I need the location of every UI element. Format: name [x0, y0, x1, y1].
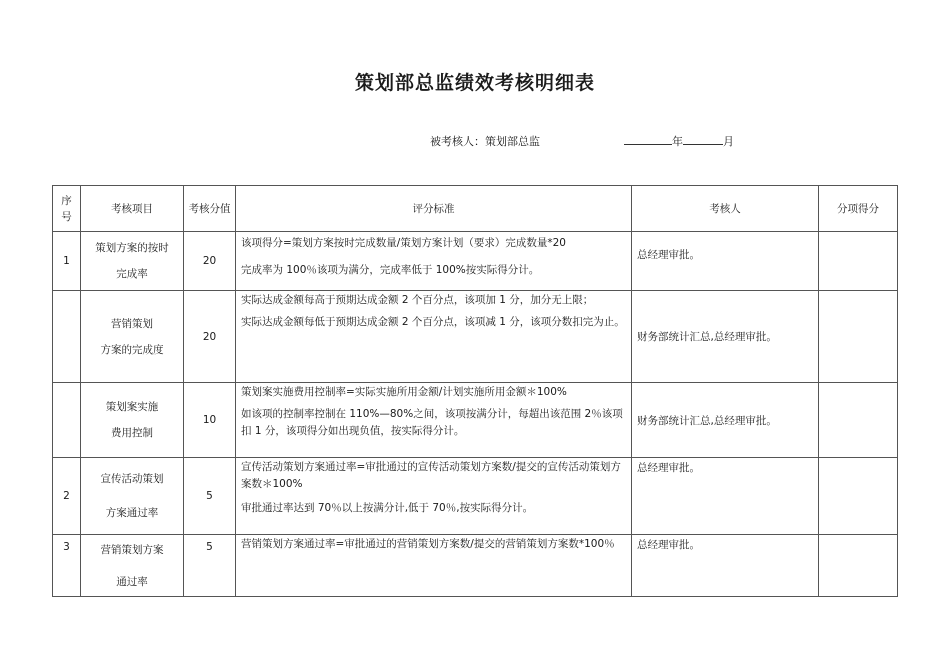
- row-assessor: 总经理审批。: [632, 458, 819, 535]
- row-item-line: 营销策划方案: [100, 544, 164, 556]
- row-result-cell[interactable]: [819, 291, 898, 383]
- row-assessor: 总经理审批。: [632, 535, 819, 597]
- assessee-label: 被考核人：策划部总监: [430, 135, 540, 148]
- row-item: [81, 383, 184, 458]
- form-meta: [430, 133, 734, 149]
- header-assessor: 考核人: [632, 186, 819, 232]
- row-criteria: [236, 458, 632, 535]
- table-row: [53, 458, 898, 535]
- date-fields: [624, 133, 734, 149]
- assessment-table: [52, 185, 898, 597]
- table-row: [53, 383, 898, 458]
- row-score: 5: [184, 458, 236, 535]
- criteria-line: 策划案实施费用控制率=实际实施所用金额/计划实施所用金额＊100%: [241, 386, 567, 398]
- header-criteria: 评分标准: [236, 186, 632, 232]
- header-num: 序号: [53, 186, 81, 232]
- row-assessor: 总经理审批。: [632, 232, 819, 291]
- month-label: 月: [723, 135, 734, 148]
- row-score: 20: [184, 291, 236, 383]
- criteria-line: 如该项的控制率控制在 110%—80%之间，该项按满分计，每超出该范围 2％该项扣 1 分，该项得分如出现负值，按实际得分计。: [241, 408, 623, 437]
- criteria-line: 该项得分=策划方案按时完成数量/策划方案计划（要求）完成数量*20: [241, 237, 566, 249]
- criteria-line: 完成率为 100％该项为满分，完成率低于 100%按实际得分计。: [241, 264, 540, 276]
- row-num: [53, 291, 81, 383]
- row-item-line: 费用控制: [111, 427, 153, 439]
- criteria-line: 审批通过率达到 70％以上按满分计,低于 70％,按实际得分计。: [241, 502, 534, 514]
- row-result-cell[interactable]: [819, 232, 898, 291]
- row-criteria: [236, 535, 632, 597]
- criteria-line: 实际达成金额每低于预期达成金额 2 个百分点，该项减 1 分，该项分数扣完为止。: [241, 316, 625, 328]
- row-num: 3: [53, 535, 81, 597]
- row-assessor: 财务部统计汇总,总经理审批。: [632, 383, 819, 458]
- row-item-line: 策划方案的按时: [95, 242, 169, 254]
- table-row: [53, 535, 898, 597]
- header-score: 考核分值: [184, 186, 236, 232]
- row-score: 5: [184, 535, 236, 597]
- row-item-line: 通过率: [116, 576, 148, 588]
- criteria-line: 营销策划方案通过率=审批通过的营销策划方案数/提交的营销策划方案数*100％: [241, 538, 615, 550]
- row-criteria: [236, 232, 632, 291]
- row-item: [81, 458, 184, 535]
- row-score: 20: [184, 232, 236, 291]
- table-header-row: [53, 186, 898, 232]
- row-item-line: 方案的完成度: [100, 343, 164, 356]
- row-item: [81, 535, 184, 597]
- row-assessor: 财务部统计汇总,总经理审批。: [632, 291, 819, 383]
- row-item-line: 完成率: [116, 268, 148, 280]
- row-num: [53, 383, 81, 458]
- row-item-line: 策划案实施: [105, 401, 159, 413]
- header-result: 分项得分: [819, 186, 898, 232]
- row-score: 10: [184, 383, 236, 458]
- table-row: [53, 291, 898, 383]
- page-title: 策划部总监绩效考核明细表: [354, 72, 595, 94]
- row-item-line: 宣传活动策划: [100, 473, 164, 485]
- row-num: 2: [53, 458, 81, 535]
- row-result-cell[interactable]: [819, 383, 898, 458]
- header-item: 考核项目: [81, 186, 184, 232]
- month-blank[interactable]: [683, 133, 723, 145]
- row-criteria: [236, 291, 632, 383]
- year-label: 年: [672, 135, 683, 148]
- table-row: [53, 232, 898, 291]
- row-item-line: 营销策划: [111, 317, 153, 330]
- year-blank[interactable]: [624, 133, 672, 145]
- row-item-line: 方案通过率: [105, 507, 159, 519]
- row-item: [81, 291, 184, 383]
- row-num: 1: [53, 232, 81, 291]
- criteria-line: 宣传活动策划方案通过率=审批通过的宣传活动策划方案数/提交的宣传活动策划方案数＊100%: [241, 461, 621, 490]
- row-result-cell[interactable]: [819, 458, 898, 535]
- row-item: [81, 232, 184, 291]
- criteria-line: 实际达成金额每高于预期达成金额 2 个百分点，该项加 1 分，加分无上限；: [241, 294, 594, 306]
- row-criteria: [236, 383, 632, 458]
- row-result-cell[interactable]: [819, 535, 898, 597]
